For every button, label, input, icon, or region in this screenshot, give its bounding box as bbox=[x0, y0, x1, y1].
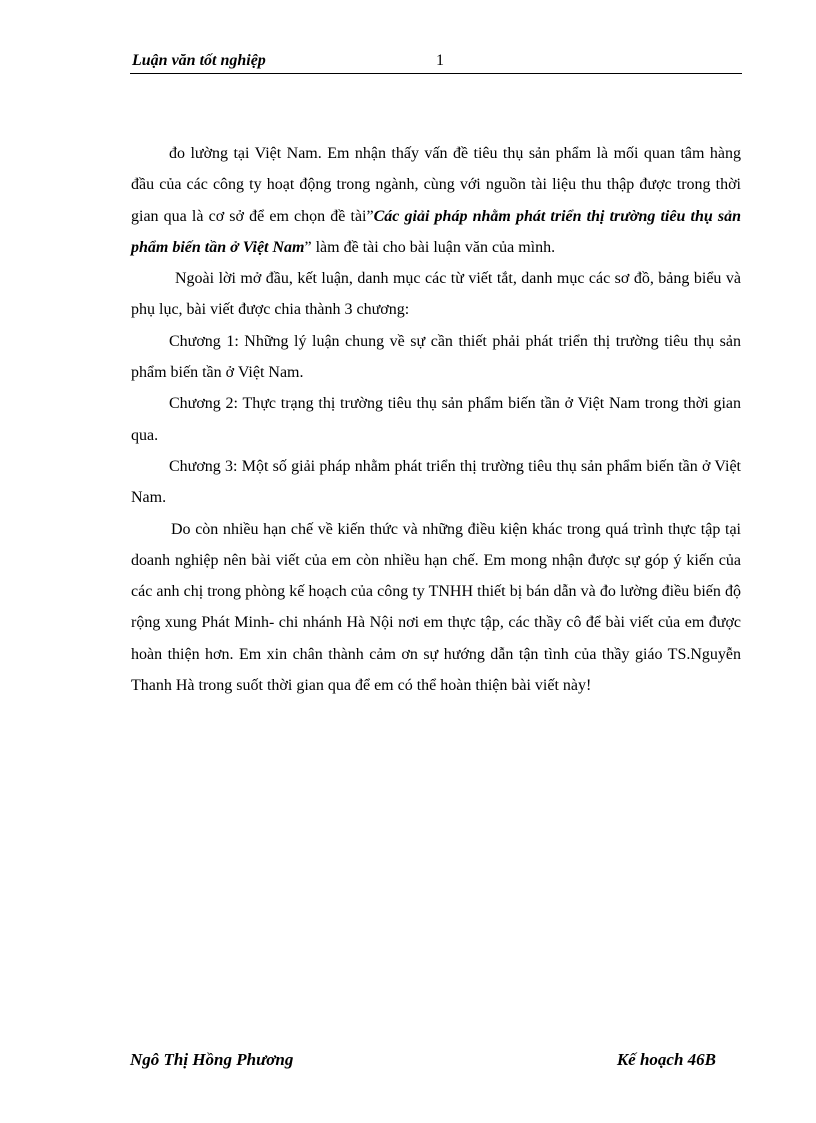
header-divider bbox=[130, 73, 742, 74]
header-title: Luận văn tốt nghiệp bbox=[132, 52, 266, 69]
paragraph-structure: Ngoài lời mở đầu, kết luận, danh mục các từ viết tắt, danh mục các sơ đồ, bảng biểu và phụ lục, bài viết được chia thành 3 chương: bbox=[131, 270, 741, 319]
paragraph-topic bbox=[131, 138, 741, 263]
page-footer bbox=[130, 1048, 716, 1072]
author-name: Ngô Thị Hồng Phương bbox=[130, 1050, 294, 1069]
chapter-1-summary: Chương 1: Những lý luận chung về sự cần thiết phải phát triển thị trường tiêu thụ sản phẩm biến tần ở Việt Nam. bbox=[131, 332, 741, 382]
page-number: 1 bbox=[436, 52, 444, 69]
paragraph-topic-text: đo lường tại Việt Nam. Em nhận thấy vấn đề tiêu thụ sản phẩm là mối quan tâm hàng đầu của các công ty hoạt động trong ngành, cùng với nguồn tài liệu thu thập được trong thời gian qua là cơ sở để em chọn đề tài” bbox=[131, 145, 741, 225]
document-body bbox=[131, 138, 741, 701]
class-name: Kế hoạch 46B bbox=[616, 1050, 716, 1069]
paragraph-acknowledgement: Do còn nhiều hạn chế về kiến thức và những điều kiện khác trong quá trình thực tập tại doanh nghiệp nên bài viết của em còn nhiều hạn chế. Em mong nhận được sự góp ý kiến của các anh chị trong phòng kế hoạch của công ty TNHH thiết bị bán dẫn và đo lường điều biến độ rộng xung Phát Minh- chi nhánh Hà Nội nơi em thực tập, các thầy cô để bài viết của em được hoàn thiện hơn. Em xin chân thành cảm ơn sự hướng dẫn tận tình của thầy giáo TS.Nguyễn Thanh Hà trong suốt thời gian qua để em có thể hoàn thiện bài viết này! bbox=[131, 520, 741, 695]
thesis-title-emphasis: Các giải pháp nhằm phát triển thị trường tiêu thụ sản phẩm biến tần ở Việt Nam bbox=[131, 207, 742, 256]
chapter-2-summary: Chương 2: Thực trạng thị trường tiêu thụ sản phẩm biến tần ở Việt Nam trong thời gian qua. bbox=[131, 395, 741, 444]
chapter-3-summary: Chương 3: Một số giải pháp nhằm phát triển thị trường tiêu thụ sản phẩm biến tần ở Việt Nam. bbox=[131, 457, 741, 507]
paragraph-topic-end: ” làm đề tài cho bài luận văn của mình. bbox=[304, 238, 556, 256]
page-header bbox=[130, 50, 742, 74]
